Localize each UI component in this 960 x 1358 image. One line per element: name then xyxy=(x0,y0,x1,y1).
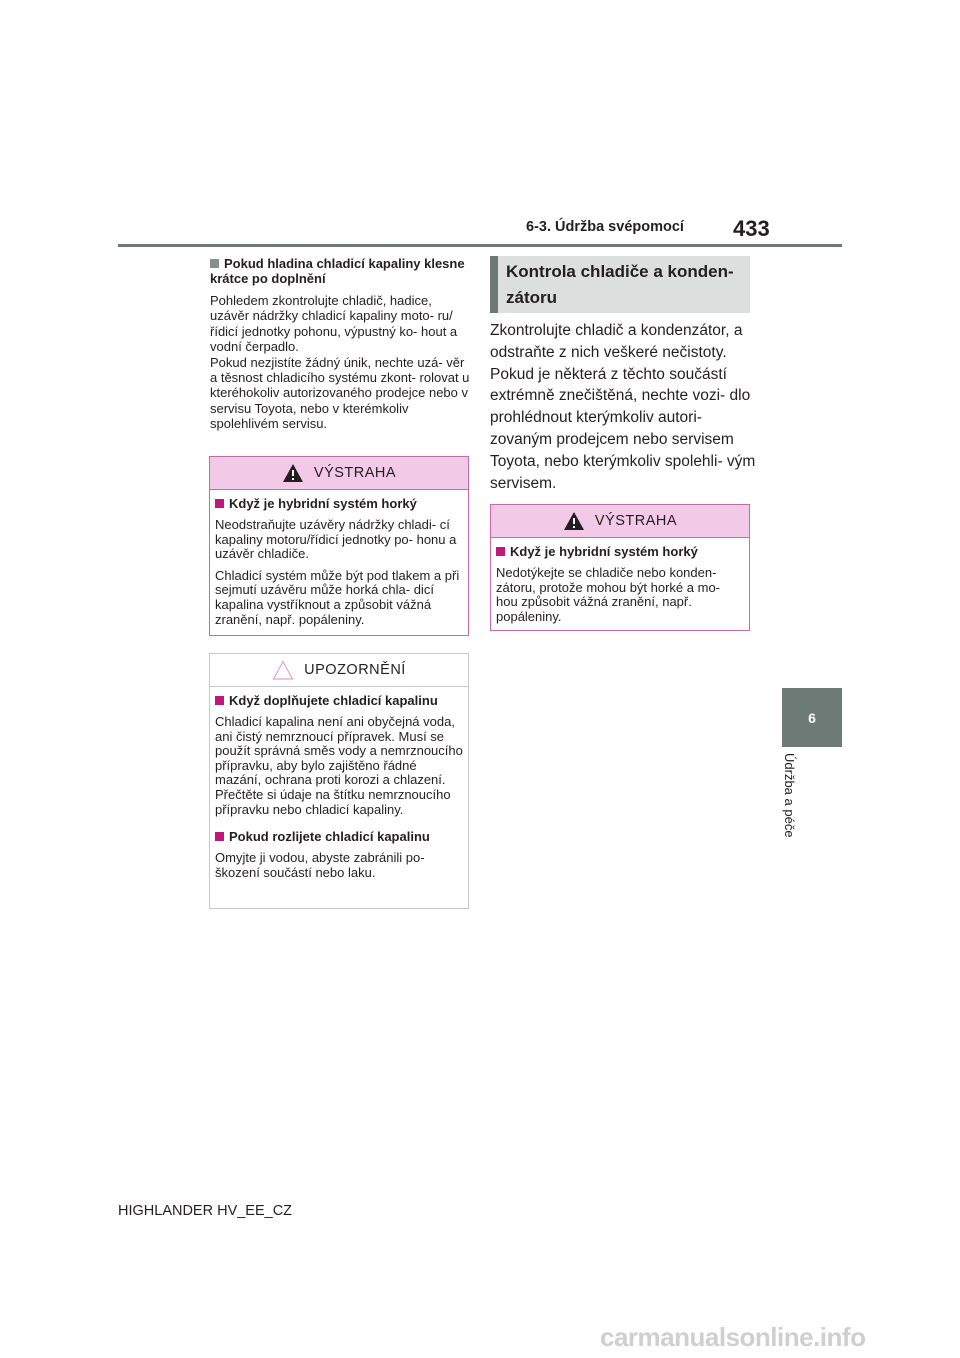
square-bullet-icon xyxy=(496,547,505,556)
warning-box-right xyxy=(490,504,750,631)
notice-box-title: UPOZORNĚNÍ xyxy=(304,662,406,678)
square-bullet-icon xyxy=(215,832,224,841)
right-heading-block xyxy=(490,256,750,313)
square-bullet-icon xyxy=(215,499,224,508)
notice-box-text-2: Omyjte ji vodou, abyste zabránili po- škození součástí nebo laku. xyxy=(215,850,425,880)
header-rule xyxy=(118,244,842,247)
square-bullet-icon xyxy=(215,696,224,705)
notice-box-header xyxy=(210,654,468,687)
warning-box-left xyxy=(209,456,469,636)
warning-box-title: VÝSTRAHA xyxy=(313,465,397,481)
warning-box-header xyxy=(491,505,749,538)
chapter-tab: 6 xyxy=(782,688,842,747)
warning-box-subheading: Když je hybridní systém horký xyxy=(215,496,463,512)
warning-box-body xyxy=(491,538,749,624)
footer-model: HIGHLANDER HV_EE_CZ xyxy=(118,1203,293,1219)
caution-triangle-icon xyxy=(272,660,294,680)
warning-triangle-icon xyxy=(563,511,585,531)
left-paragraph-1: Pohledem zkontrolujte chladič, hadice, uzávěr nádržky chladicí kapaliny moto- ru/řídicí jednotky pohonu, výpustný ko- hout a vodní čerpadlo. xyxy=(210,293,458,355)
warning-box-paragraph-1: Neodstraňujte uzávěry nádržky chladi- cí kapaliny motoru/řídicí jednotky po- honu a uzávěr chladiče. xyxy=(215,517,457,562)
warning-box-title: VÝSTRAHA xyxy=(594,513,678,529)
warning-box-body xyxy=(210,490,468,627)
chapter-side-label xyxy=(782,753,808,863)
warning-box-text: Nedotýkejte se chladiče nebo konden- zátoru, protože mohou být horké a mo- hou způsobit vážná zranění, např. popáleniny. xyxy=(496,565,721,624)
chapter-title: Údržba a péče xyxy=(782,753,797,838)
page-number: 433 xyxy=(733,216,770,241)
right-body: Zkontrolujte chladič a kondenzátor, a odstraňte z nich veškeré nečistoty. Pokud je některá z těchto součástí extrémně znečištěná, nechte vozi- dlo prohlédnout kterýmkoliv autori- zovaným prodejcem nebo servisem Toyota, nebo kterýmkoliv spolehli- vým servisem. xyxy=(490,322,756,492)
notice-box-subheading-2: Pokud rozlijete chladicí kapalinu xyxy=(215,829,463,845)
left-subheading-text: Pokud hladina chladicí kapaliny klesne krátce po doplnění xyxy=(210,256,465,286)
left-subheading xyxy=(210,256,468,286)
watermark: carmanualsonline.info xyxy=(600,1322,866,1352)
warning-box-header xyxy=(210,457,468,490)
section-title: 6-3. Údržba svépomocí xyxy=(526,219,684,235)
square-bullet-icon xyxy=(210,259,219,268)
warning-triangle-icon xyxy=(282,463,304,483)
heading-accent-bar xyxy=(490,256,498,313)
right-heading: Kontrola chladiče a konden- zátoru xyxy=(506,262,734,307)
left-paragraph-2: Pokud nezjistíte žádný únik, nechte uzá- věr a těsnost chladicího systému zkont- rolovat u kteréhokoliv autorizovaného prodejce nebo v servisu Toyota, nebo v kterémkoliv spolehlivém servisu. xyxy=(210,354,470,432)
notice-box-subheading-1: Když doplňujete chladicí kapalinu xyxy=(215,693,463,709)
notice-box-body xyxy=(210,687,468,880)
warning-box-subheading: Když je hybridní systém horký xyxy=(496,544,744,560)
warning-box-paragraph-2: Chladicí systém může být pod tlakem a při sejmutí uzávěru může horká chla- dicí kapalina vystříknout a způsobit vážná zranění, např. popáleniny. xyxy=(215,567,460,627)
notice-box xyxy=(209,653,469,909)
notice-box-text-1: Chladicí kapalina není ani obyčejná voda, ani čistý nemrznoucí přípravek. Musí se použít správná směs vody a nemrznoucího přípravku, aby bylo zajištěno řádné mazání, ochrana proti korozi a chlazení. Přečtěte si údaje na štítku nemrznoucího přípravku nebo chladicí kapaliny. xyxy=(215,714,463,817)
left-body xyxy=(210,293,472,432)
